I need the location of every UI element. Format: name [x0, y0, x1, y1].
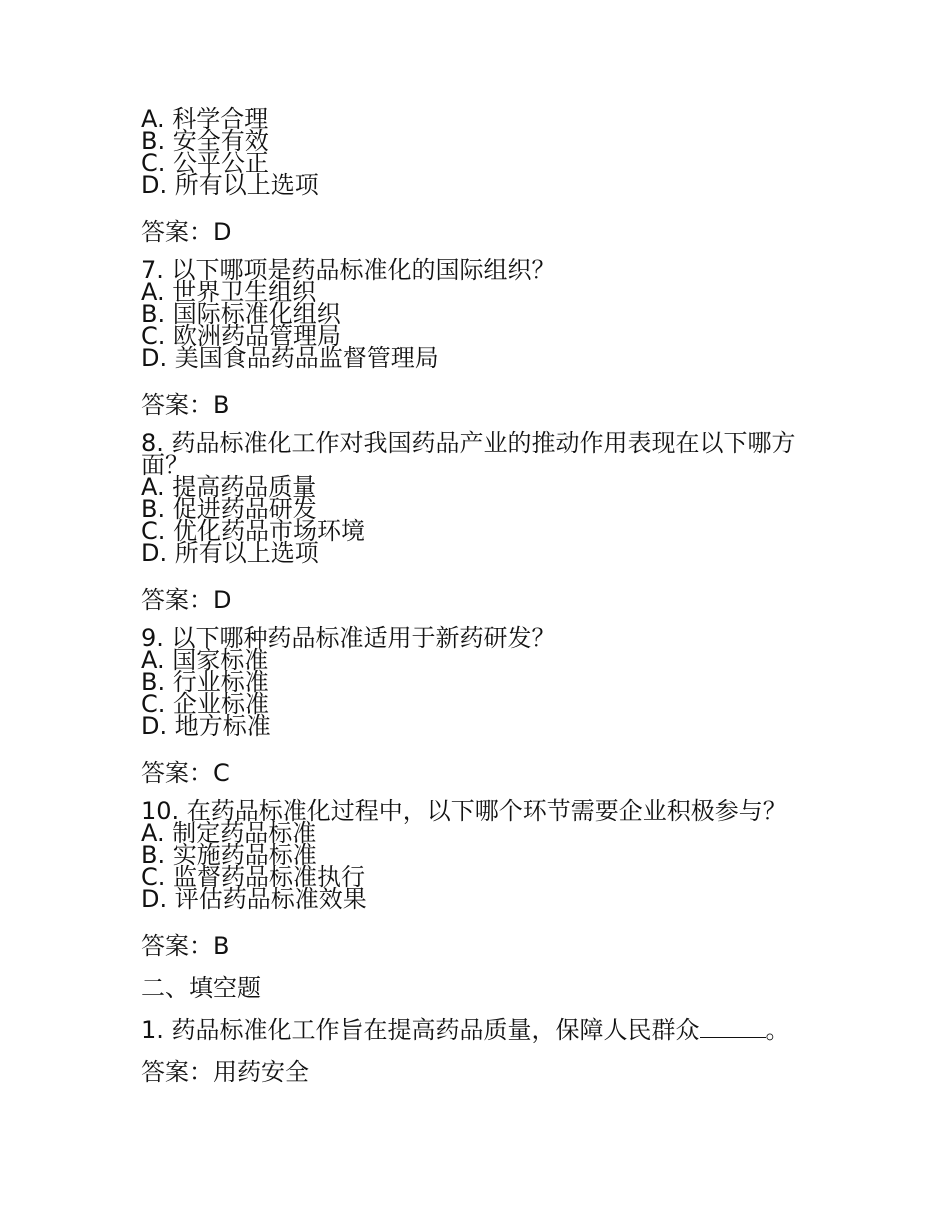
option-d: D. 地方标准 [141, 712, 271, 740]
option-d: D. 美国食品药品监督管理局 [141, 344, 439, 372]
option-b: B. 实施药品标准 [141, 841, 317, 869]
option-b: B. 促进药品研发 [141, 495, 317, 523]
option-b: B. 安全有效 [141, 127, 269, 155]
question-text-before: 1. 药品标准化工作旨在提高药品质量，保障人民群众 [141, 1016, 700, 1044]
option-c: C. 优化药品市场环境 [141, 517, 366, 545]
option-c: C. 公平公正 [141, 149, 270, 177]
question-7 [141, 256, 821, 372]
blank-line [700, 1019, 766, 1038]
fill-blank-answer-1: 答案：用药安全 [141, 1058, 309, 1086]
option-c: C. 监督药品标准执行 [141, 863, 366, 891]
question-text: 9. 以下哪种药品标准适用于新药研发？ [141, 624, 556, 652]
option-a: A. 国家标准 [141, 646, 269, 674]
option-d: D. 所有以上选项 [141, 539, 319, 567]
option-a: A. 制定药品标准 [141, 819, 317, 847]
option-b: B. 国际标准化组织 [141, 300, 341, 328]
option-c: C. 欧洲药品管理局 [141, 322, 342, 350]
question-6 [141, 105, 821, 199]
option-a: A. 世界卫生组织 [141, 278, 317, 306]
option-b: B. 行业标准 [141, 668, 269, 696]
option-a: A. 提高药品质量 [141, 473, 317, 501]
question-text: 7. 以下哪项是药品标准化的国际组织？ [141, 256, 556, 284]
question-8 [141, 429, 821, 567]
section-heading: 二、填空题 [141, 974, 261, 1002]
question-text: 8. 药品标准化工作对我国药品产业的推动作用表现在以下哪方面？ [141, 429, 796, 479]
question-text-after: 。 [765, 1016, 790, 1044]
option-d: D. 评估药品标准效果 [141, 885, 367, 913]
question-9 [141, 624, 821, 740]
answer-10: 答案：B [141, 932, 230, 960]
answer-7: 答案：B [141, 391, 230, 419]
question-10 [141, 797, 821, 913]
option-a: A. 科学合理 [141, 105, 269, 133]
fill-blank-question-1 [141, 1015, 821, 1045]
answer-6: 答案：D [141, 218, 232, 246]
document-page [141, 105, 821, 1099]
answer-9: 答案：C [141, 759, 230, 787]
question-text: 10. 在药品标准化过程中，以下哪个环节需要企业积极参与？ [141, 797, 787, 825]
option-d: D. 所有以上选项 [141, 171, 319, 199]
option-c: C. 企业标准 [141, 690, 270, 718]
answer-8: 答案：D [141, 586, 232, 614]
